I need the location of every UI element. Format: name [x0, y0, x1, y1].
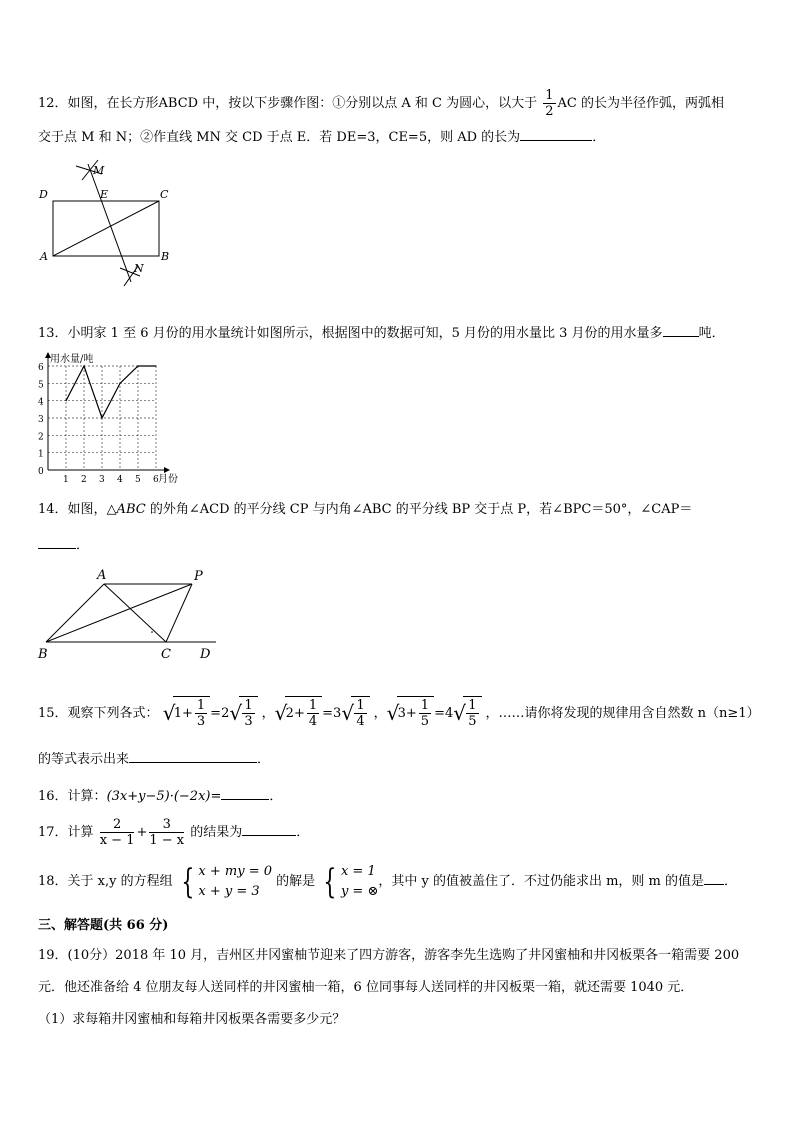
radical-sign: √ [341, 701, 355, 725]
numerator: 1 [308, 698, 318, 713]
fraction [195, 698, 207, 729]
label-d: D [200, 647, 211, 662]
fraction [242, 698, 254, 729]
y-tick-label: 6 [38, 363, 44, 373]
y-tick-label: 4 [38, 397, 44, 408]
numerator: 1 [244, 698, 253, 713]
term: 2 [285, 706, 294, 721]
radical-formula [274, 698, 370, 729]
fraction [307, 698, 319, 729]
radical-sign: √ [274, 701, 288, 725]
numerator: 1 [196, 698, 206, 713]
fraction [466, 698, 478, 729]
denominator: 5 [468, 714, 477, 729]
diagonal-ac [53, 201, 159, 256]
denominator: 4 [308, 714, 318, 729]
q19-line1: 19．(10分）2018 年 10 月，吉州区井冈蜜柚节迎来了四方游客，游客李先生选购了井冈蜜柚和井冈板栗各一箱需要 200 [38, 948, 740, 963]
denominator: 4 [356, 714, 365, 729]
q14-figure-triangle [34, 564, 224, 664]
sqrt-expression [275, 696, 322, 731]
label-b: B [161, 250, 170, 263]
q19-line2: 元．他还准备给 4 位朋友每人送同样的井冈蜜柚一箱，6 位同事每人送同样的井冈板栗一箱，就还需要 1040 元． [38, 980, 694, 995]
q15-formulas [162, 698, 486, 729]
q12-figure-rectangle [36, 158, 186, 294]
q16-line: 16．计算：(3x+y−5)·(−2x)= ． [38, 785, 282, 807]
x-axis-arrow [164, 467, 170, 473]
y-tick-label: 3 [38, 415, 44, 425]
q17-line: 17．计算 $\frac{2}{x - 1}$ + $\frac{3}{1 - x}$ 的结果为 ． [38, 817, 310, 848]
label-b: B [38, 647, 48, 662]
answer-blank [221, 785, 269, 800]
numerator: 1 [356, 698, 365, 713]
label-c: C [160, 188, 169, 201]
equals-sign: = [322, 706, 334, 721]
y-tick-label: 1 [38, 449, 44, 460]
segment-ac [104, 584, 166, 642]
answer-blank [663, 322, 699, 337]
q18-line: 18．关于 x,y 的方程组 { x + my = 0 x + y = 3 的解是 { x = 1 y = ⊗ ，其中 y 的值被盖住了．不过仍能求出 m，则 m 的值是 ． [38, 861, 738, 902]
segment-ab [46, 584, 104, 642]
radical-sign: √ [229, 701, 243, 725]
data-point [137, 365, 138, 366]
q14-line1: 14．如图，△ABC 的外角∠ACD 的平分线 CP 与内角∠ABC 的平分线 BP 交于点 P，若∠BPC＝50°，∠CAP＝ [38, 502, 693, 517]
label-n: N [134, 262, 144, 275]
numerator: 1 [420, 698, 430, 713]
coefficient: 2 [221, 706, 230, 721]
x-axis-label: 月份 [158, 474, 178, 485]
label-c: C [161, 647, 171, 662]
equals-sign: = [210, 706, 222, 721]
data-point [155, 365, 156, 366]
fraction-half: $\frac{1}{2}$ [545, 88, 554, 119]
left-brace: { [323, 861, 337, 902]
q12-line1: 12．如图，在长方形ABCD 中，按以下步骤作图：①分别以点 A 和 C 为圆心，以大于 $\frac{1}{2}$ AC 的长为半径作弧，两弧相 [38, 88, 724, 119]
answer-blank [704, 870, 724, 885]
denominator: 3 [244, 714, 253, 729]
radicand [173, 696, 210, 731]
equals-sign: = [434, 706, 445, 721]
label-m: M [93, 164, 105, 177]
term: 3 [397, 706, 406, 721]
y-axis-label: 用水量/吨 [50, 354, 94, 365]
equation-system: x + my = 0 x + y = 3 [198, 863, 272, 899]
x-tick-label: 5 [135, 475, 141, 485]
radical-sign: √ [386, 701, 400, 725]
radical-sign: √ [162, 701, 176, 725]
label-e: E [100, 188, 109, 201]
plus-sign: + [405, 706, 417, 721]
answer-blank [520, 126, 592, 141]
fraction-1: $\frac{2}{x - 1}$ [99, 817, 135, 848]
sqrt-expression [387, 696, 434, 731]
sqrt-expression [163, 696, 210, 731]
y-tick-label: 2 [38, 432, 44, 443]
term: 1 [173, 706, 182, 721]
numerator: 1 [468, 698, 477, 713]
denominator: 3 [196, 714, 206, 729]
label-a: A [40, 250, 48, 263]
sqrt-expression [229, 696, 257, 731]
left-brace: { [181, 861, 195, 902]
water-usage-line-chart [34, 350, 194, 486]
data-point [119, 383, 120, 384]
coefficient: 4 [444, 706, 454, 721]
q14-line2: ． [38, 534, 89, 556]
series-line [66, 366, 156, 418]
plus-sign: + [293, 706, 305, 721]
small-mark [151, 631, 153, 633]
answer-blank [242, 821, 296, 836]
radical-formula [386, 698, 482, 729]
data-point [65, 400, 66, 401]
radical-formula [162, 698, 258, 729]
q13-line: 13．小明家 1 至 6 月份的用水量统计如图所示，根据图中的数据可知，5 月份的用水量比 3 月份的用水量多 吨． [38, 322, 725, 344]
q15-line2: 的等式表示出来 ． [38, 748, 270, 770]
radical-sign: √ [453, 701, 467, 725]
data-point [83, 365, 84, 366]
sqrt-expression [453, 696, 481, 731]
label-p: P [194, 569, 203, 584]
fraction-2: $\frac{3}{1 - x}$ [149, 817, 185, 848]
denominator: 5 [420, 714, 430, 729]
label-d: D [39, 188, 48, 201]
y-tick-label: 5 [38, 380, 44, 391]
x-tick-label: 3 [99, 475, 105, 485]
x-tick-label: 1 [63, 475, 69, 485]
label-a: A [97, 568, 107, 583]
fraction [354, 698, 366, 729]
q19-sub1: （1）求每箱井冈蜜柚和每箱井冈板栗各需要多少元？ [38, 1012, 346, 1027]
section-title: 三、解答题(共 66 分) [38, 918, 169, 933]
x-tick-label: 4 [117, 475, 123, 485]
x-tick-label: 2 [81, 475, 87, 485]
radicand [285, 696, 322, 731]
answer-blank [38, 534, 76, 549]
line-mn [88, 164, 131, 282]
sqrt-expression [341, 696, 369, 731]
fraction [419, 698, 431, 729]
coefficient: 3 [333, 706, 342, 721]
answer-blank [129, 748, 257, 763]
radicand [397, 696, 434, 731]
plus-sign: + [181, 706, 193, 721]
x-tick-label: 6 [153, 475, 159, 485]
q15-line1: 15．观察下列各式： √ 1+ $\frac{1}{3}$ =2 √ $\frac{1}{3}$ ， √ 2+ $\frac{1}{4}$ =3 √ $\frac{1}{4}$ ， √ 3+ $\frac{1}{5}$ =4 √ $\frac{1}{5}$ ，……请你将发现的规律用含自然数 n（n≥1） [38, 698, 760, 729]
solution-system: x = 1 y = ⊗ [340, 863, 379, 899]
comma: ， [261, 706, 275, 721]
comma: ， [373, 706, 387, 721]
data-point [101, 417, 102, 418]
y-tick-label: 0 [38, 467, 44, 477]
q12-line2: 交于点 M 和 N；②作直线 MN 交 CD 于点 E．若 DE=3，CE=5，则 AD 的长为 ． [38, 126, 605, 148]
